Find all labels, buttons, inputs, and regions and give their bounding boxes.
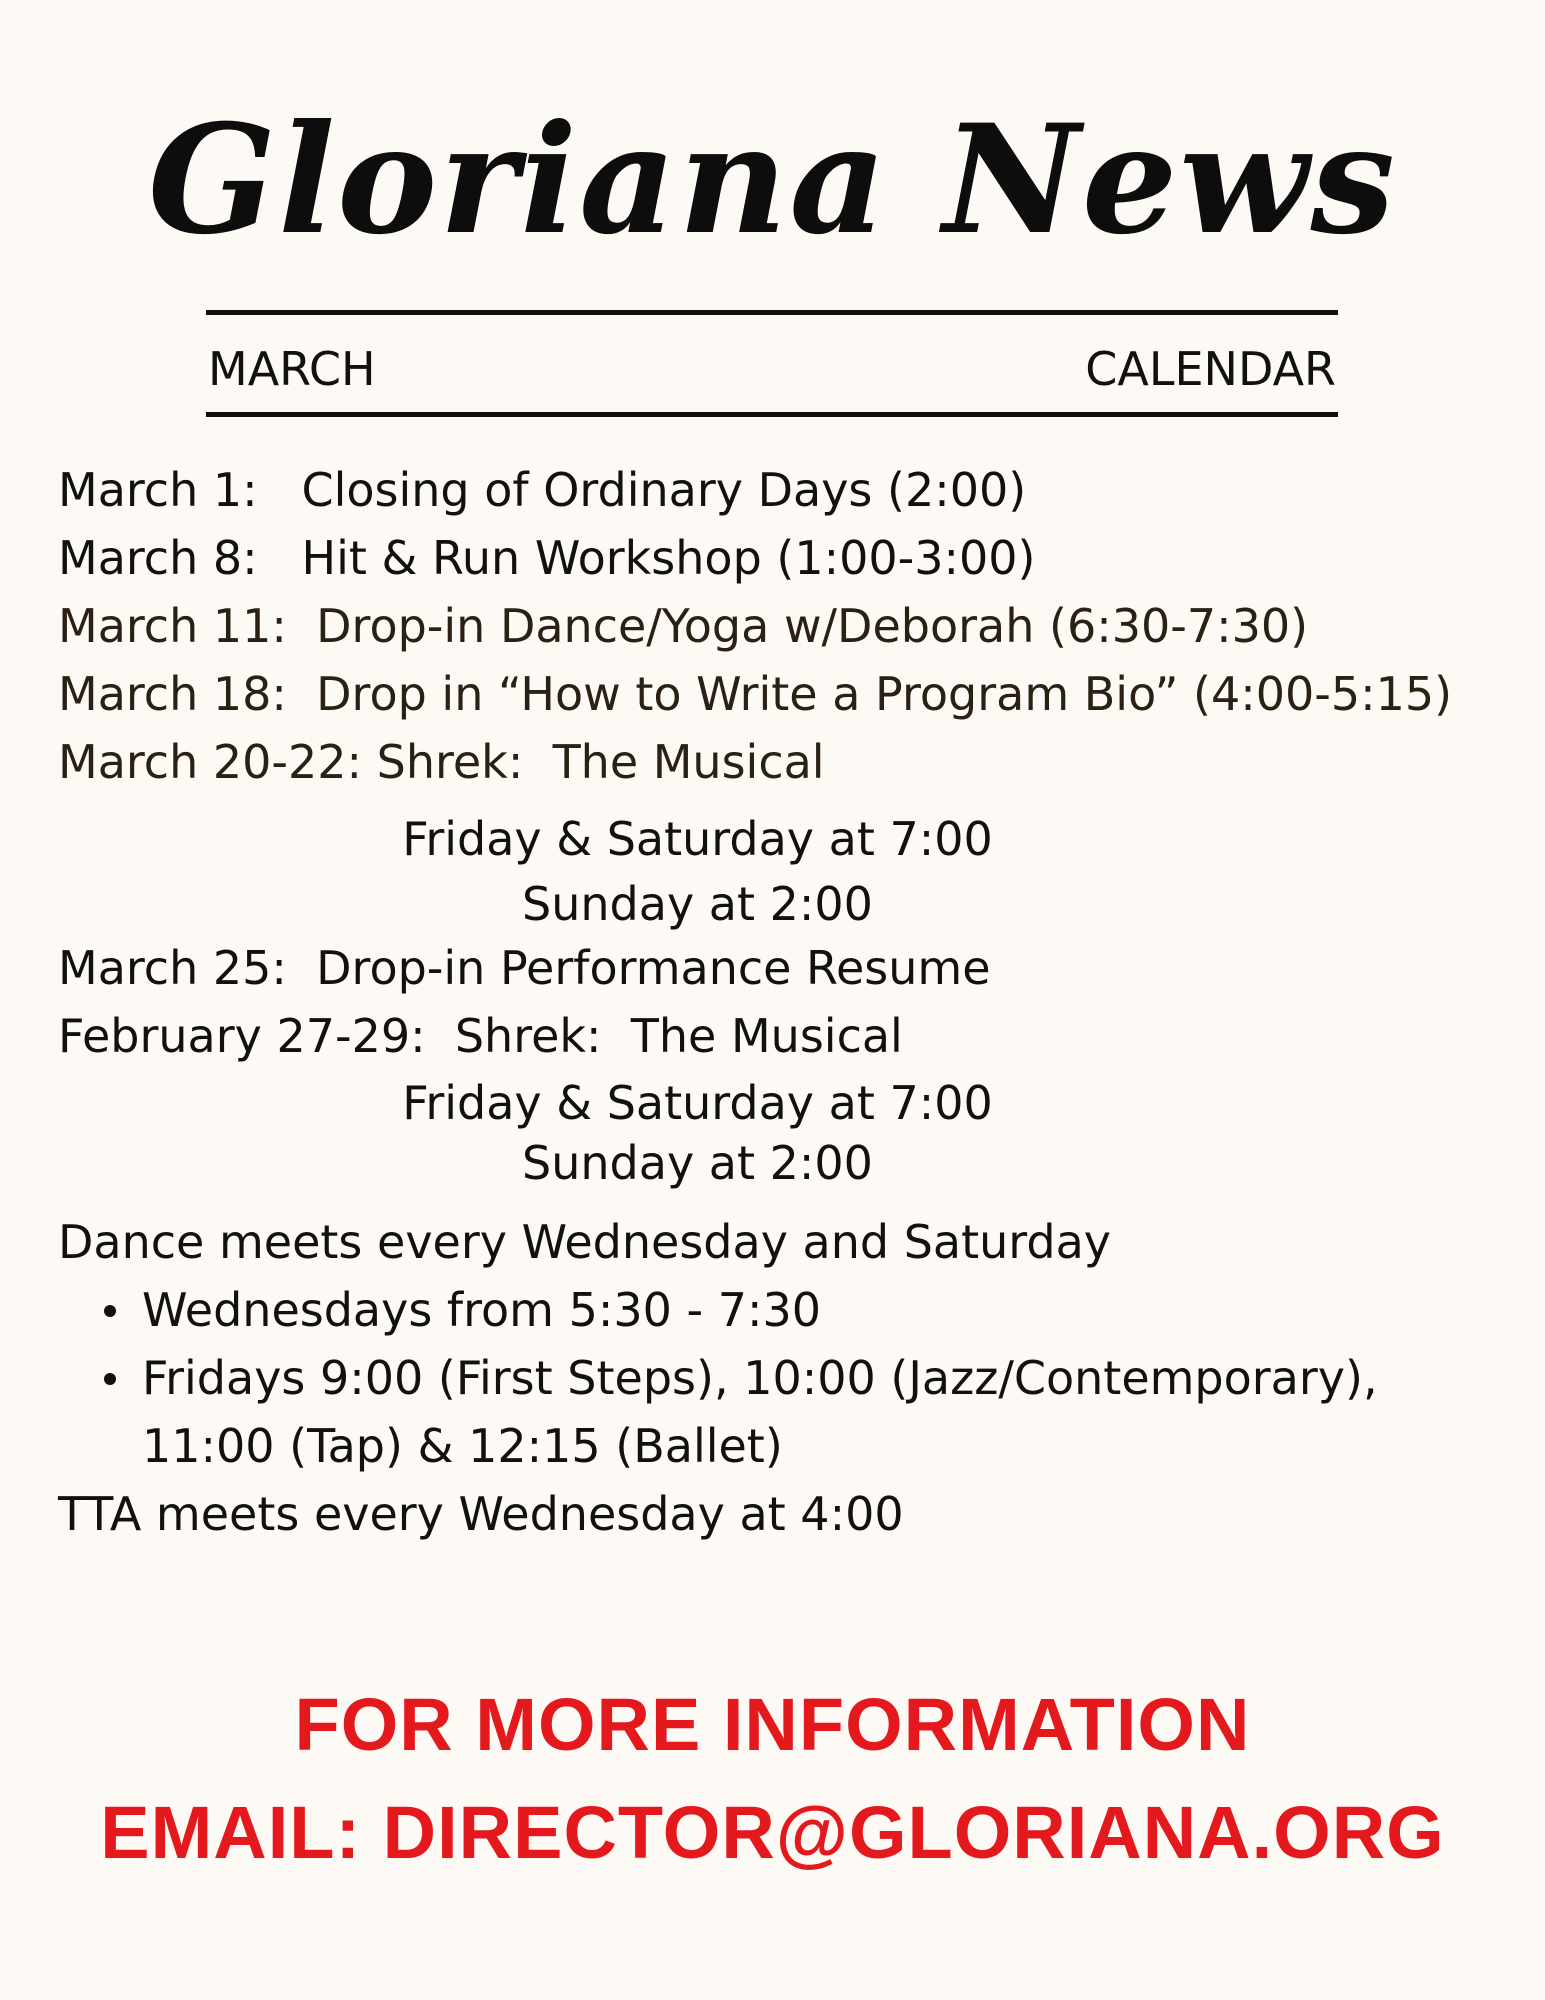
event-march-18: March 18: Drop in “How to Write a Program Bio” (4:00-5:15) — [58, 667, 1453, 721]
event-march-20-22: March 20-22: Shrek: The Musical — [58, 735, 825, 789]
dance-bullet-fridays: Fridays 9:00 (First Steps), 10:00 (Jazz/Contemporary), — [142, 1351, 1378, 1405]
month-label: MARCH — [208, 342, 376, 396]
dance-intro: Dance meets every Wednesday and Saturday — [58, 1215, 1111, 1269]
dance-bullet-fridays-continued: 11:00 (Tap) & 12:15 (Ballet) — [142, 1419, 783, 1473]
event-march-8: March 8: Hit & Run Workshop (1:00-3:00) — [58, 531, 1036, 585]
section-header — [208, 342, 1336, 396]
event-march-1: March 1: Closing of Ordinary Days (2:00) — [58, 463, 1027, 517]
shrek-march-weekday-time: Friday & Saturday at 7:00 — [402, 812, 993, 866]
shrek-march-sunday-time: Sunday at 2:00 — [522, 877, 873, 931]
event-march-11: March 11: Drop-in Dance/Yoga w/Deborah (6:30-7:30) — [58, 599, 1309, 653]
top-divider — [206, 310, 1338, 315]
info-heading: FOR MORE INFORMATION — [294, 1683, 1251, 1766]
bullet-icon — [104, 1373, 116, 1385]
shrek-february-weekday-time: Friday & Saturday at 7:00 — [402, 1076, 993, 1130]
event-march-25: March 25: Drop-in Performance Resume — [58, 941, 991, 995]
contact-email: EMAIL: DIRECTOR@GLORIANA.ORG — [100, 1791, 1445, 1874]
shrek-february-sunday-time: Sunday at 2:00 — [522, 1136, 873, 1190]
bullet-icon — [104, 1305, 116, 1317]
event-february-27-29: February 27-29: Shrek: The Musical — [58, 1009, 903, 1063]
tta-schedule: TTA meets every Wednesday at 4:00 — [58, 1487, 904, 1541]
bottom-divider — [206, 412, 1338, 417]
masthead-title: Gloriana News — [148, 92, 1397, 268]
calendar-label: CALENDAR — [1085, 342, 1336, 396]
dance-bullet-wednesdays: Wednesdays from 5:30 - 7:30 — [142, 1283, 822, 1337]
